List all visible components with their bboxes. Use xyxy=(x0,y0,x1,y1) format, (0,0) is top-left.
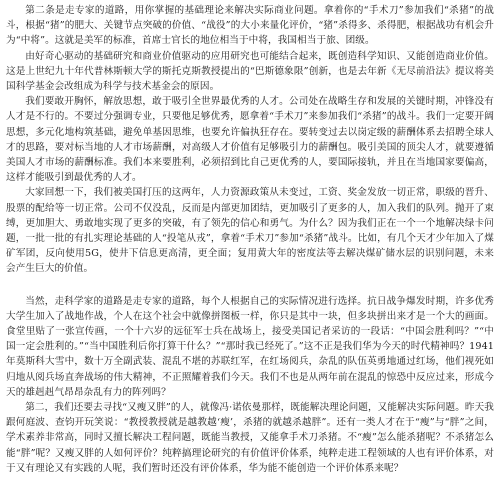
paragraph-expert-path: 第二条是走专家的道路，用你掌握的基础理论来解决实际商业问题。拿着你的“手术刀”参加我们“杀猪”的战斗，根据“猪”的肥大、关键节点突破的价值、“战役”的大小来量化评价，“猪”杀得多、杀得肥，根据战功有机会升为“中将”。这就是美军的标准，首席士官长的地位相当于中将，我国相当于旅、团级。 xyxy=(6,5,494,47)
paragraph-thin-and-fat: 第二，我们还要去寻找“又瘦又胖”的人，就像冯·诺依曼那样，既能解决理论问题，又能解决实际问题。昨天我跟何庭波、查钧开玩笑说：“教授教授就是越教越‘瘦’，杀猪的就越杀越胖”。还有一类人才在于“瘦”与“胖”之间，学术素养非常高，同时又擅长解决工程问题，既能当教授，又能拿手术刀杀猪。不“瘦”怎么能杀猪呢？不杀猪怎么能“胖”呢？又瘦又胖的人如何评价？纯粹搞理论研究的有价值评价体系，纯粹走进工程领域的人也有评价体系，对于又有理论又有实践的人呢，我们暂时还没有评价体系，华为能不能创造一个评价体系来呢？ xyxy=(6,402,494,474)
paragraph-scientist-path: 当然，走科学家的道路是走专家的道路，每个人根据自己的实际情况进行选择。抗日战争爆发时期，许多优秀大学生加入了战地作战，个人在这个社会中就像拼图板一样，你只是其中一块，但多块拼出来才是一个大的画面。食堂里贴了一张宣传画，一个十六岁的远征军士兵在战场上，接受美国记者采访的一段话：“中国会胜利吗？”“中国一定会胜利的。”“当中国胜利后你打算干什么？”“那时我已经死了。”这不正是我们华为今天的时代精神吗？1941年莫斯科大雪中，数十万全副武装、混乱不堪的苏联红军，在红场阅兵，杂乱的队伍英勇地通过红场，他们视死如归地从阅兵场直奔战场的伟大精神，不正照耀着我们今天。我们不也是从两年前在混乱的惊恐中反应过来，形成今天的雄赳赳气昂昂杂乱有力的阵列吗？ xyxy=(6,295,494,398)
paragraph-look-back: 大家回想一下，我们被美国打压的这两年，人力资源政策从未变过，工资、奖金发放一切正常，职级的晋升、股票的配给等一切正常。公司不仅没乱，反而是内部更加团结，更加吸引了更多的人，加入我们的队列。抛开了束缚，更加胆大、勇敢地实现了更多的突破，有了领先的信心和勇气。为什么？因为我们正在一个一个地解决绿卡问题，一批一批的有扎实理论基础的人“投笔从戎”，拿着“手术刀”参加“杀猪”战斗。比如，有几个天才少年加入了煤矿军团，反向使用5G，使井下信息更高清，更全面；复用黄大年的密度法等去解决煤矿储水层的识别问题，未来会产生巨大的价值。 xyxy=(6,187,494,275)
paragraph-spacer xyxy=(6,277,494,294)
paragraph-pasteur-quadrant: 由好奇心驱动的基础研究和商业价值驱动的应用研究也可能结合起来，既创造科学知识、又能创造商业价值。这是上世纪九十年代普林斯顿大学的斯托克斯教授提出的“巴斯德象限”创新，也是去年新《无尽前沿法》提议将美国科学基金会改组成为科学与技术基金会的原因。 xyxy=(6,50,494,93)
paragraph-attract-talent: 我们要敢开胸怀，解放思想，敢于吸引全世界最优秀的人才。公司处在战略生存和发展的关键时期，冲锋没有人才是不行的。不要过分强调专业，只要他足够优秀，愿拿着“手术刀”来参加我们“杀猪”的战斗。我们一定要开阔思想，多元化地构筑基础，避免单基因思维，也要允许偏执狂存在。要转变过去以岗定级的薪酬体系去招聘全球人才的思路，要对标当地的人才市场薪酬，对高级人才价值有足够吸引力的薪酬包。吸引美国的顶尖人才，就要遵循美国人才市场的薪酬标准。我们本来要胜利，必须招到比自己更优秀的人，要国际接轨，并且在当地国家要偏高，这样才能吸引到最优秀的人才。 xyxy=(6,96,494,184)
